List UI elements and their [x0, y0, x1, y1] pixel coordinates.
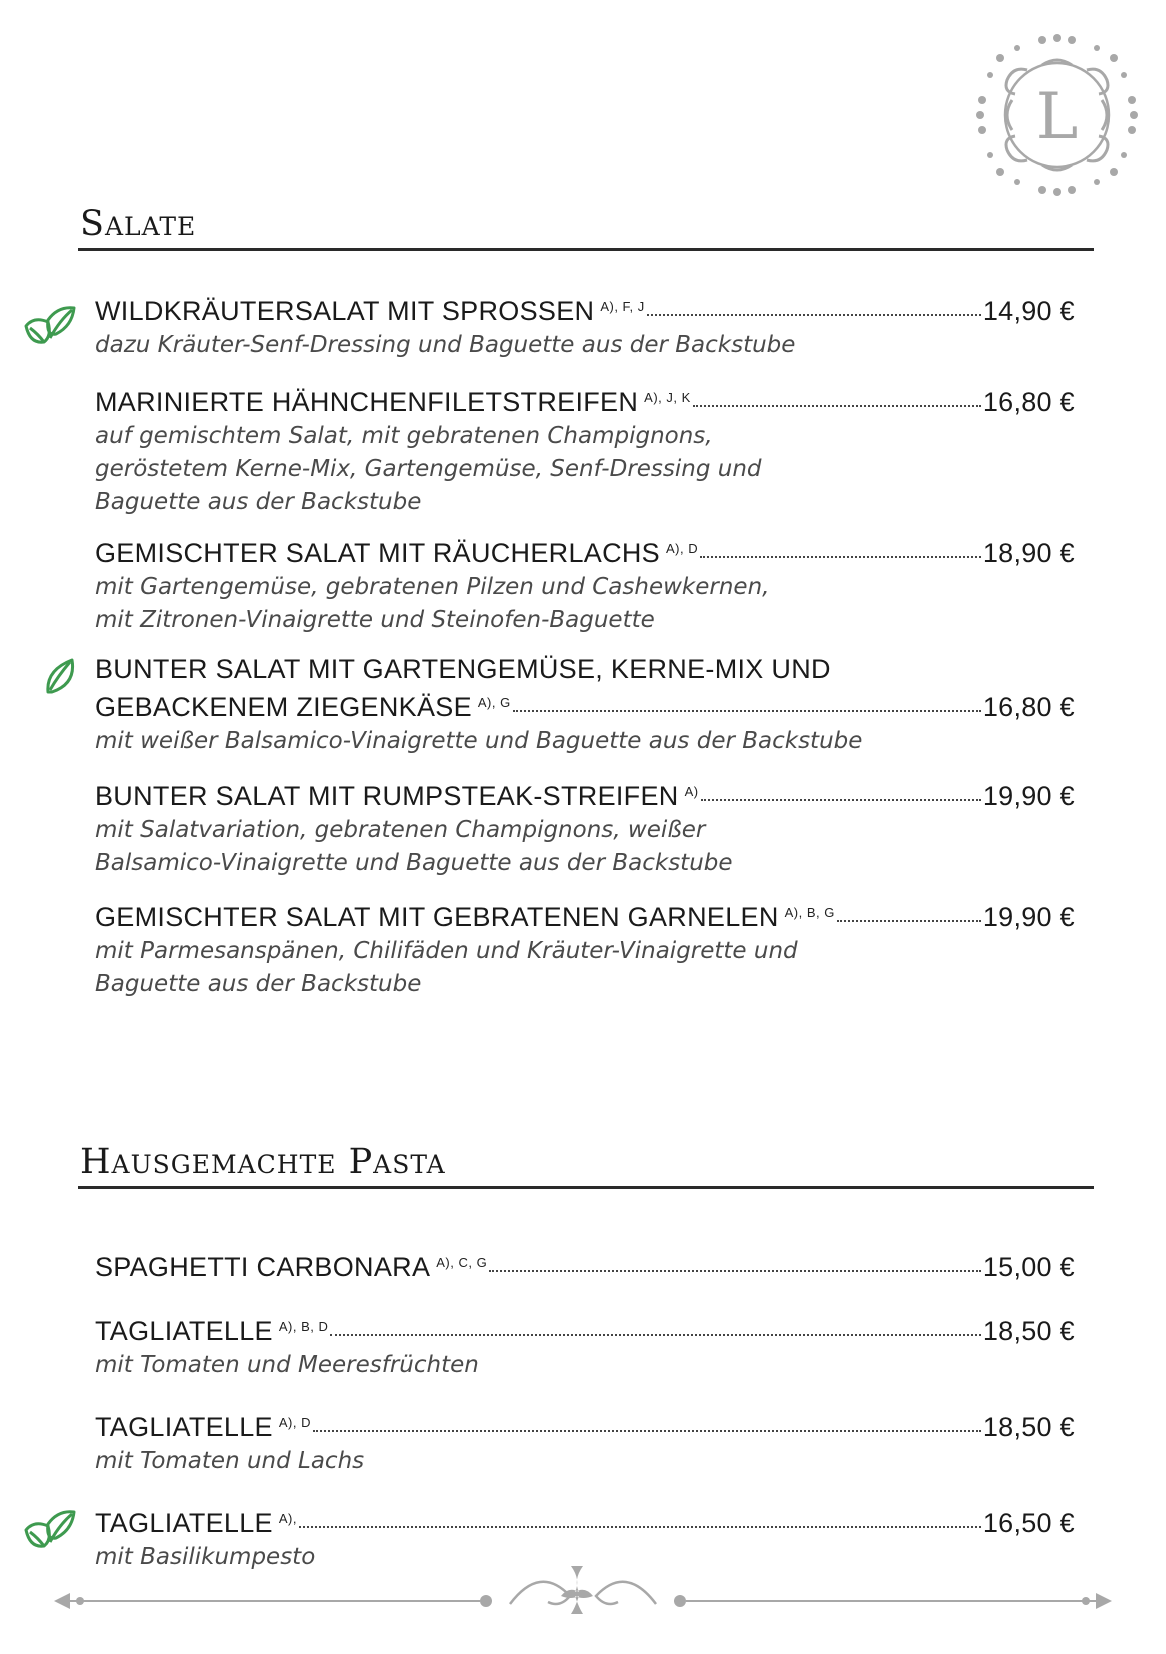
- dish-name: MARINIERTE HÄHNCHENFILETSTREIFEN: [95, 387, 639, 417]
- dish-description: mit Tomaten und Lachs: [95, 1448, 365, 1474]
- section-title: Salate: [80, 204, 197, 244]
- dish-description: auf gemischtem Salat, mit gebratenen Champignons,: [95, 423, 713, 449]
- dish-description: Balsamico-Vinaigrette und Baguette aus der Backstube: [95, 850, 733, 876]
- price: 18,90 €: [982, 538, 1075, 568]
- dish-description: mit Gartengemüse, gebratenen Pilzen und Cashewkernen,: [95, 574, 770, 600]
- menu-item: [95, 1246, 1075, 1284]
- section-header-salate: [78, 188, 1094, 251]
- dish-description: dazu Kräuter-Senf-Dressing und Baguette aus der Backstube: [95, 332, 796, 358]
- allergen-codes: A), B, G: [784, 905, 835, 920]
- ornament-divider-icon: [50, 1556, 1116, 1646]
- menu-item: [95, 1310, 1075, 1381]
- dot-leader: [513, 710, 981, 712]
- dot-leader: [700, 556, 981, 558]
- dish-description: mit Parmesanspänen, Chilifäden und Kräuter-Vinaigrette und: [95, 938, 798, 964]
- monogram-letter: L: [1035, 80, 1079, 154]
- dot-leader: [693, 405, 981, 407]
- dish-name: TAGLIATELLE: [95, 1412, 273, 1442]
- leaf-icon: [22, 1508, 78, 1556]
- allergen-codes: A), F, J: [600, 299, 645, 314]
- dot-leader: [701, 799, 981, 801]
- leaf-icon: [22, 304, 78, 352]
- dish-description: mit Zitronen-Vinaigrette und Steinofen-Baguette: [95, 607, 655, 633]
- price: 19,90 €: [982, 902, 1075, 932]
- dish-name: GEMISCHTER SALAT MIT RÄUCHERLACHS: [95, 538, 660, 568]
- menu-item: [95, 896, 1075, 1000]
- dot-leader: [313, 1430, 981, 1432]
- dot-leader: [837, 920, 981, 922]
- dish-description: mit Basilikumpesto: [95, 1544, 316, 1570]
- dot-leader: [330, 1334, 980, 1336]
- allergen-codes: A), C, G: [436, 1255, 488, 1270]
- allergen-codes: A), G: [477, 695, 511, 710]
- allergen-codes: A), B, D: [278, 1319, 329, 1334]
- dish-description: Baguette aus der Backstube: [95, 971, 422, 997]
- section-header-pasta: [78, 1126, 1094, 1189]
- dish-name: WILDKRÄUTERSALAT MIT SPROSSEN: [95, 296, 595, 326]
- price: 18,50 €: [982, 1412, 1075, 1442]
- monogram-icon: [972, 30, 1142, 200]
- dish-description: mit Tomaten und Meeresfrüchten: [95, 1352, 479, 1378]
- price: 19,90 €: [982, 781, 1075, 811]
- allergen-codes: A),: [278, 1511, 297, 1526]
- menu-item: [95, 532, 1075, 636]
- menu-item: [95, 775, 1075, 879]
- allergen-codes: A), J, K: [644, 390, 691, 405]
- allergen-codes: A), D: [278, 1415, 311, 1430]
- price: 18,50 €: [982, 1316, 1075, 1346]
- dish-name: BUNTER SALAT MIT GARTENGEMÜSE, KERNE-MIX UND: [95, 654, 831, 684]
- price: 14,90 €: [982, 296, 1075, 326]
- dot-leader: [489, 1270, 981, 1272]
- leaf-small-icon: [44, 656, 76, 696]
- dish-name: TAGLIATELLE: [95, 1508, 273, 1538]
- dish-description: Baguette aus der Backstube: [95, 489, 422, 515]
- dish-name: BUNTER SALAT MIT RUMPSTEAK-STREIFEN: [95, 781, 679, 811]
- dish-name: SPAGHETTI CARBONARA: [95, 1252, 431, 1282]
- menu-item: [95, 381, 1075, 518]
- dish-name: TAGLIATELLE: [95, 1316, 273, 1346]
- allergen-codes: A), D: [666, 541, 699, 556]
- dot-leader: [299, 1526, 981, 1528]
- price: 16,50 €: [982, 1508, 1075, 1538]
- menu-item: [95, 290, 1075, 361]
- dish-description: mit weißer Balsamico-Vinaigrette und Baguette aus der Backstube: [95, 728, 863, 754]
- dish-name: GEMISCHTER SALAT MIT GEBRATENEN GARNELEN: [95, 902, 779, 932]
- price: 15,00 €: [982, 1252, 1075, 1282]
- dot-leader: [647, 314, 981, 316]
- section-title: Hausgemachte Pasta: [80, 1142, 446, 1182]
- price: 16,80 €: [982, 692, 1075, 722]
- dish-description: geröstetem Kerne-Mix, Gartengemüse, Senf-Dressing und: [95, 456, 762, 482]
- allergen-codes: A): [684, 784, 699, 799]
- menu-item: [95, 1406, 1075, 1477]
- menu-item: [95, 653, 1075, 757]
- price: 16,80 €: [982, 387, 1075, 417]
- dish-description: mit Salatvariation, gebratenen Champignons, weißer: [95, 817, 706, 843]
- dish-name: GEBACKENEM ZIEGENKÄSE: [95, 692, 472, 722]
